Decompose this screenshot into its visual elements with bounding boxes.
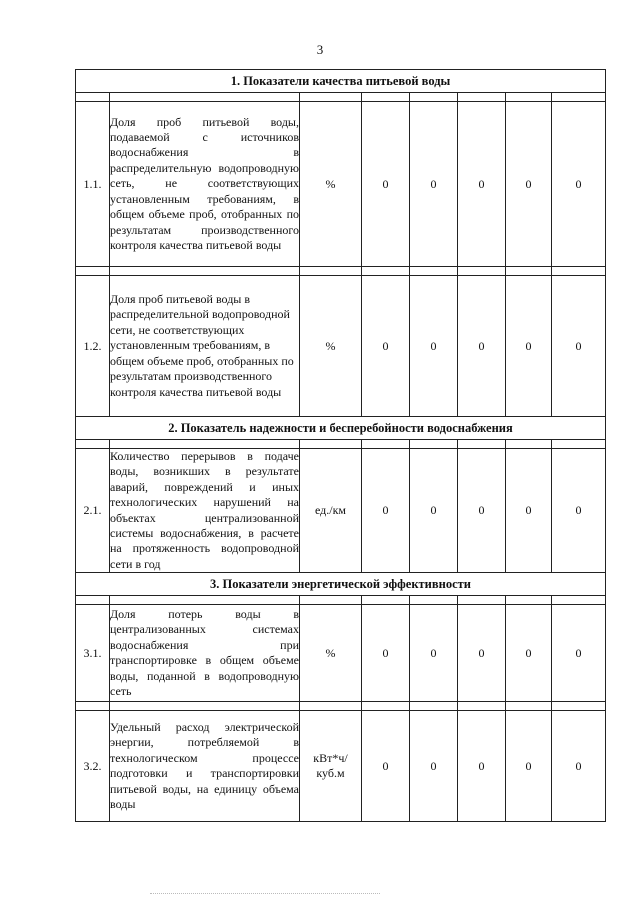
row-gap (76, 267, 606, 276)
row-number: 1.1. (76, 102, 110, 267)
row-number: 1.2. (76, 276, 110, 417)
section-gap (76, 440, 606, 449)
row-value: 0 (410, 449, 458, 573)
section-title: 3. Показатели энергетической эффективности (76, 573, 606, 596)
row-value: 0 (458, 449, 506, 573)
row-value: 0 (362, 102, 410, 267)
row-description: Доля проб питьевой воды в распределительной водопроводной сети, не соответствующих установленным требованиям, в общем объеме проб, отобранных по результатам производственного контроля качества питьевой воды (110, 276, 300, 417)
row-description: Доля потерь воды в централизованных системах водоснабжения при транспортировке в общем объеме воды, поданной в водопроводную сеть (110, 605, 300, 702)
indicators-table (75, 69, 606, 822)
table-row (76, 605, 606, 702)
row-unit: % (300, 102, 362, 267)
row-value: 0 (552, 102, 606, 267)
row-value: 0 (458, 102, 506, 267)
row-value: 0 (506, 449, 552, 573)
row-value: 0 (552, 276, 606, 417)
row-gap (76, 702, 606, 711)
row-description: Удельный расход электрической энергии, потребляемой в технологическом процессе подготовки и транспортировки питьевой воды, на единицу объема воды (110, 711, 300, 822)
row-value: 0 (458, 711, 506, 822)
section-gap (76, 93, 606, 102)
row-description: Количество перерывов в подаче воды, возникших в результате аварий, повреждений и иных технологических нарушений на объектах централизованной системы водоснабжения, в расчете на протяженность водопроводной сети в год (110, 449, 299, 571)
section-title: 1. Показатели качества питьевой воды (76, 70, 606, 93)
row-value: 0 (410, 102, 458, 267)
row-unit: кВт*ч/ куб.м (300, 711, 362, 822)
section-title: 2. Показатель надежности и бесперебойности водоснабжения (76, 417, 606, 440)
row-value: 0 (362, 449, 410, 573)
row-value: 0 (362, 605, 410, 702)
row-number: 3.2. (76, 711, 110, 822)
row-unit: ед./км (300, 449, 362, 573)
table-row (76, 449, 606, 573)
section-header-row (76, 417, 606, 440)
row-value: 0 (506, 102, 552, 267)
row-value: 0 (506, 605, 552, 702)
row-value: 0 (410, 276, 458, 417)
section-gap (76, 596, 606, 605)
table-row (76, 102, 606, 267)
row-value: 0 (458, 276, 506, 417)
row-value: 0 (552, 605, 606, 702)
row-value: 0 (362, 711, 410, 822)
row-value: 0 (552, 711, 606, 822)
table-row (76, 276, 606, 417)
row-description: Доля проб питьевой воды, подаваемой с источников водоснабжения в распределительную водопроводную сеть, не соответствующих установленным требованиям, в общем объеме проб, отобранных по результатам производственного контроля качества питьевой воды (110, 102, 300, 267)
footer-scan-mark (150, 893, 380, 900)
section-header-row (76, 70, 606, 93)
row-number: 2.1. (76, 449, 110, 573)
row-value: 0 (552, 449, 606, 573)
row-value: 0 (410, 605, 458, 702)
section-header-row (76, 573, 606, 596)
row-number: 3.1. (76, 605, 110, 702)
table-row (76, 711, 606, 822)
row-value: 0 (458, 605, 506, 702)
row-unit: % (300, 276, 362, 417)
row-value: 0 (362, 276, 410, 417)
row-value: 0 (506, 276, 552, 417)
row-value: 0 (506, 711, 552, 822)
row-unit: % (300, 605, 362, 702)
row-value: 0 (410, 711, 458, 822)
page-number: 3 (316, 42, 324, 57)
